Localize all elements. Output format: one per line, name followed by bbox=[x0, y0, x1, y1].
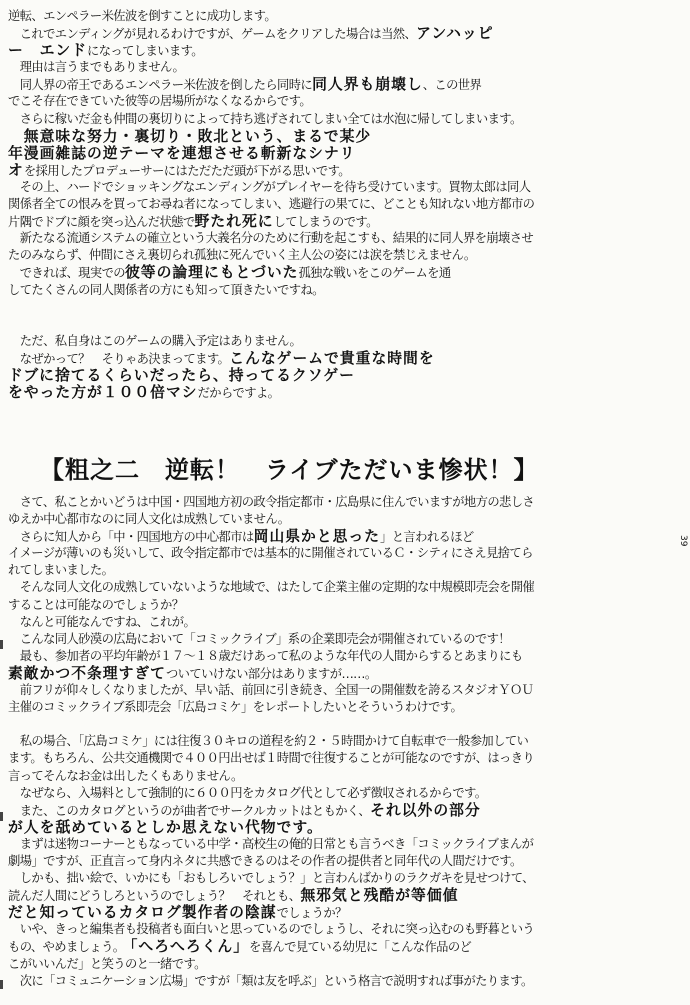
text-segment: 同人界の帝王であるエンペラー米佐波を倒したら同時に bbox=[8, 78, 313, 93]
text-line bbox=[8, 8, 680, 25]
text-segment: なぜかって？ そりゃあ決まってます。 bbox=[8, 351, 230, 366]
text-line bbox=[8, 648, 680, 665]
text-line bbox=[8, 350, 680, 367]
text-segment: を喜んで見ている幼児に「こんな作品のど bbox=[249, 940, 472, 955]
text-segment: ついていけない部分はありますが……。 bbox=[165, 666, 377, 681]
text-line bbox=[8, 25, 680, 42]
text-segment: なぜなら、入場料として強制的に６００円をカタログ代として必ず徴収されるからです。 bbox=[8, 785, 487, 800]
text-segment: さらに知人から「中・四国地方の中心都市は bbox=[8, 530, 254, 545]
text-segment: いや、きっと編集者も投稿者も面白いと思っているのでしょうし、それに突っ込むのも野暮という bbox=[8, 922, 535, 937]
text-segment: 劇場」ですが、正直言って身内ネタに共感できるのはその作者の提供者と同年代の人間だけです。 bbox=[8, 853, 522, 868]
text-segment: 片隅でドブに顔を突っ込んだ状態で bbox=[8, 215, 195, 230]
text-segment: しかも、拙い絵で、いかにも「おもしろいでしょう？」と言わんばかりのラクガキを見せつけて、 bbox=[8, 871, 534, 886]
text-segment: 新たなる流通システムの確立という大義名分のために行動を起こすも、結果的に同人界を崩壊させ bbox=[8, 231, 534, 246]
text-segment: その上、ハードでショッキングなエンディングがプレイヤーを待ち受けています。買物太郎は同人 bbox=[8, 179, 531, 194]
emphasis-text: 岡山県かと思った bbox=[253, 528, 381, 546]
text-segment: 前フリが仰々しくなりましたが、早い話、前回に引き続き、全国一の開催数を誇るスタジオＹＯＵ bbox=[8, 683, 534, 698]
text-segment: 逆転、エンペラー米佐波を倒すことに成功します。 bbox=[8, 9, 277, 23]
text-line bbox=[8, 750, 680, 767]
text-line bbox=[8, 247, 680, 264]
text-segment: 読んだ人間にどうしろというのでしょう？ それとも、 bbox=[8, 889, 301, 904]
text-segment: こんな同人砂漠の広島において「コミックライブ」系の企業即売会が開催されているのです！ bbox=[8, 631, 510, 646]
emphasis-text: をやった方が１００倍マシ bbox=[8, 384, 198, 402]
text-line bbox=[8, 631, 680, 648]
text-line bbox=[8, 699, 680, 716]
text-segment: ただ、私自身はこのゲームの購入予定はありません。 bbox=[8, 333, 302, 348]
text-segment: イメージが薄いのも災いして、政令指定都市では基本的に開催されているＣ・シティにさえ見捨てら bbox=[8, 546, 533, 561]
text-line bbox=[8, 682, 680, 699]
text-segment: たのみならず、仲間にさえ裏切られ孤独に死んでいく主人公の姿には涙を禁じえません。 bbox=[8, 248, 476, 263]
text-segment: さて、私ことかいどうは中国・四国地方初の政令指定都市・広島県に住んでいますが地方の悲しさ bbox=[8, 495, 535, 509]
text-segment: 」と言われるほど bbox=[380, 530, 474, 545]
blank-line bbox=[8, 316, 680, 333]
text-segment: これでエンディングが見れるわけですが、ゲームをクリアした場合は当然、 bbox=[8, 27, 417, 42]
text-line bbox=[8, 836, 680, 853]
emphasis-text: 同人界も崩壊し bbox=[312, 76, 423, 94]
text-segment: もの、やめましょう。 bbox=[8, 940, 131, 955]
text-segment: なんと可能なんですね、これが。 bbox=[8, 614, 196, 629]
text-segment: だからですよ。 bbox=[197, 386, 280, 401]
text-segment: 最も、参加者の平均年齢が１７～１８歳だけあって私のような年代の人間からするとあまりにも bbox=[8, 648, 523, 663]
text-segment: 言ってそんなお金は出したくもありません。 bbox=[8, 768, 243, 783]
text-line bbox=[8, 665, 680, 682]
text-line bbox=[8, 128, 680, 145]
text-line bbox=[8, 733, 680, 750]
margin-mark bbox=[0, 980, 3, 989]
text-line bbox=[8, 196, 680, 213]
text-line bbox=[8, 938, 680, 955]
text-segment: になってしまいます。 bbox=[87, 44, 203, 59]
text-line bbox=[8, 179, 680, 196]
emphasis-text: 無邪気と残酷が等価値 bbox=[300, 887, 459, 905]
text-segment: ゆえか中心都市なのに同人文化は成熟していません。 bbox=[8, 512, 290, 527]
text-line bbox=[8, 59, 680, 76]
emphasis-text: だと知っているカタログ製作者の陰謀 bbox=[8, 904, 277, 922]
text-line bbox=[8, 213, 680, 230]
text-line bbox=[8, 384, 680, 401]
blank-line bbox=[8, 716, 680, 733]
text-line bbox=[8, 264, 680, 281]
text-line bbox=[8, 545, 680, 562]
text-line bbox=[8, 870, 680, 887]
text-segment: 理由は言うまでもありません。 bbox=[8, 60, 185, 75]
emphasis-text: アンハッピ bbox=[416, 25, 494, 43]
text-line bbox=[8, 76, 680, 93]
text-line bbox=[8, 93, 680, 110]
text-segment: 、この世界 bbox=[422, 78, 482, 93]
emphasis-text: こんなゲームで貴重な時間を bbox=[229, 349, 435, 367]
text-segment: でこそ存在できていた彼等の居場所がなくなるからです。 bbox=[8, 94, 312, 109]
text-segment: することは可能なのでしょうか？ bbox=[8, 597, 184, 612]
text-segment: してたくさんの同人関係者の方にも知って頂きたいですね。 bbox=[8, 282, 324, 297]
text-line bbox=[8, 111, 680, 128]
text-line bbox=[8, 904, 680, 921]
text-line bbox=[8, 853, 680, 870]
body-text-part-2 bbox=[8, 494, 680, 990]
text-line bbox=[8, 333, 680, 350]
text-segment: さらに稼いだ金も仲間の裏切りによって持ち逃げされてしまい全ては水泡に帰してしまいます。 bbox=[8, 111, 522, 126]
text-line bbox=[8, 42, 680, 59]
emphasis-text: ー エンド bbox=[8, 42, 87, 60]
text-segment: 次に「コミュニケーション広場」ですが「類は友を呼ぶ」という格言で説明すれば事がたります。 bbox=[8, 973, 533, 988]
text-line bbox=[8, 511, 680, 528]
emphasis-text: 彼等の論理にもとづいた bbox=[124, 264, 299, 282]
text-segment: そんな同人文化の成熟していないような地域で、はたして企業主催の定期的な中規模即売会を開催 bbox=[8, 580, 535, 595]
emphasis-text: オ bbox=[8, 161, 24, 179]
text-segment: でしょうか？ bbox=[276, 906, 347, 921]
margin-mark bbox=[0, 640, 3, 649]
text-segment: してしまうのです。 bbox=[273, 215, 378, 230]
text-segment: ます。もちろん、公共交通機関で４００円出せば１時間で往復することが可能なのですが、はっきり bbox=[8, 751, 535, 766]
text-line bbox=[8, 579, 680, 596]
text-line bbox=[8, 528, 680, 545]
text-segment: こがいいんだ」と笑うのと一緒です。 bbox=[8, 956, 206, 971]
text-line bbox=[8, 230, 680, 247]
text-line bbox=[8, 802, 680, 819]
text-segment: 孤独な戦いをこのゲームを通 bbox=[298, 266, 451, 281]
emphasis-text: それ以外の部分 bbox=[370, 801, 481, 819]
text-line bbox=[8, 921, 680, 938]
emphasis-text: 「へろへろくん」 bbox=[130, 938, 250, 956]
text-line bbox=[8, 145, 680, 162]
text-line bbox=[8, 614, 680, 631]
text-segment: れてしまいました。 bbox=[8, 563, 114, 578]
emphasis-text: 素敵かつ不条理すぎて bbox=[8, 664, 166, 682]
text-line bbox=[8, 562, 680, 579]
text-segment: 関係者全ての恨みを買ってお尋ね者になってしまい、逃避行の果てに、どことも知れない地方都市の bbox=[8, 197, 535, 212]
text-line bbox=[8, 956, 680, 973]
text-line bbox=[8, 819, 680, 836]
text-segment: を採用したプロデューサーにはただただ頭が下がる思いです。 bbox=[23, 163, 350, 178]
text-line bbox=[8, 367, 680, 384]
text-segment: できれば、現実での bbox=[8, 266, 125, 281]
text-line bbox=[8, 162, 680, 179]
emphasis-text: が人を舐めているとしか思えない代物です。 bbox=[8, 818, 323, 836]
text-line bbox=[8, 597, 680, 614]
emphasis-text: 野たれ死に bbox=[194, 213, 274, 231]
text-segment: また、このカタログというのが曲者でサークルカットはともかく、 bbox=[8, 803, 371, 818]
margin-mark bbox=[0, 812, 3, 821]
body-text-part-1 bbox=[8, 8, 680, 401]
blank-line bbox=[8, 299, 680, 316]
text-line bbox=[8, 887, 680, 904]
text-segment: 私の場合、「広島コミケ」には往復３０キロの道程を約２・５時間かけて自転車で一般参加してい bbox=[8, 734, 529, 749]
section-heading: 【粗之二 逆転！ ライブただいま惨状！】 bbox=[40, 456, 539, 484]
text-line bbox=[8, 494, 680, 511]
text-line bbox=[8, 282, 680, 299]
text-line bbox=[8, 768, 680, 785]
emphasis-text: 年漫画雑誌の逆テーマを連想させる斬新なシナリ bbox=[8, 144, 356, 162]
page-number: 39 bbox=[678, 535, 688, 547]
text-line bbox=[8, 785, 680, 802]
text-line bbox=[8, 973, 680, 990]
text-segment: まずは迷物コーナーともなっている中学・高校生の俺的日常とも言うべき「コミックライブまんが bbox=[8, 836, 534, 851]
text-segment: 主催のコミックライブ系即売会「広島コミケ」をレポートしたいとそういうわけです。 bbox=[8, 700, 463, 715]
emphasis-text: 無意味な努力・裏切り・敗北という、まるで某少 bbox=[8, 127, 372, 145]
emphasis-text: ドブに捨てるくらいだったら、持ってるクソゲー bbox=[8, 366, 355, 384]
